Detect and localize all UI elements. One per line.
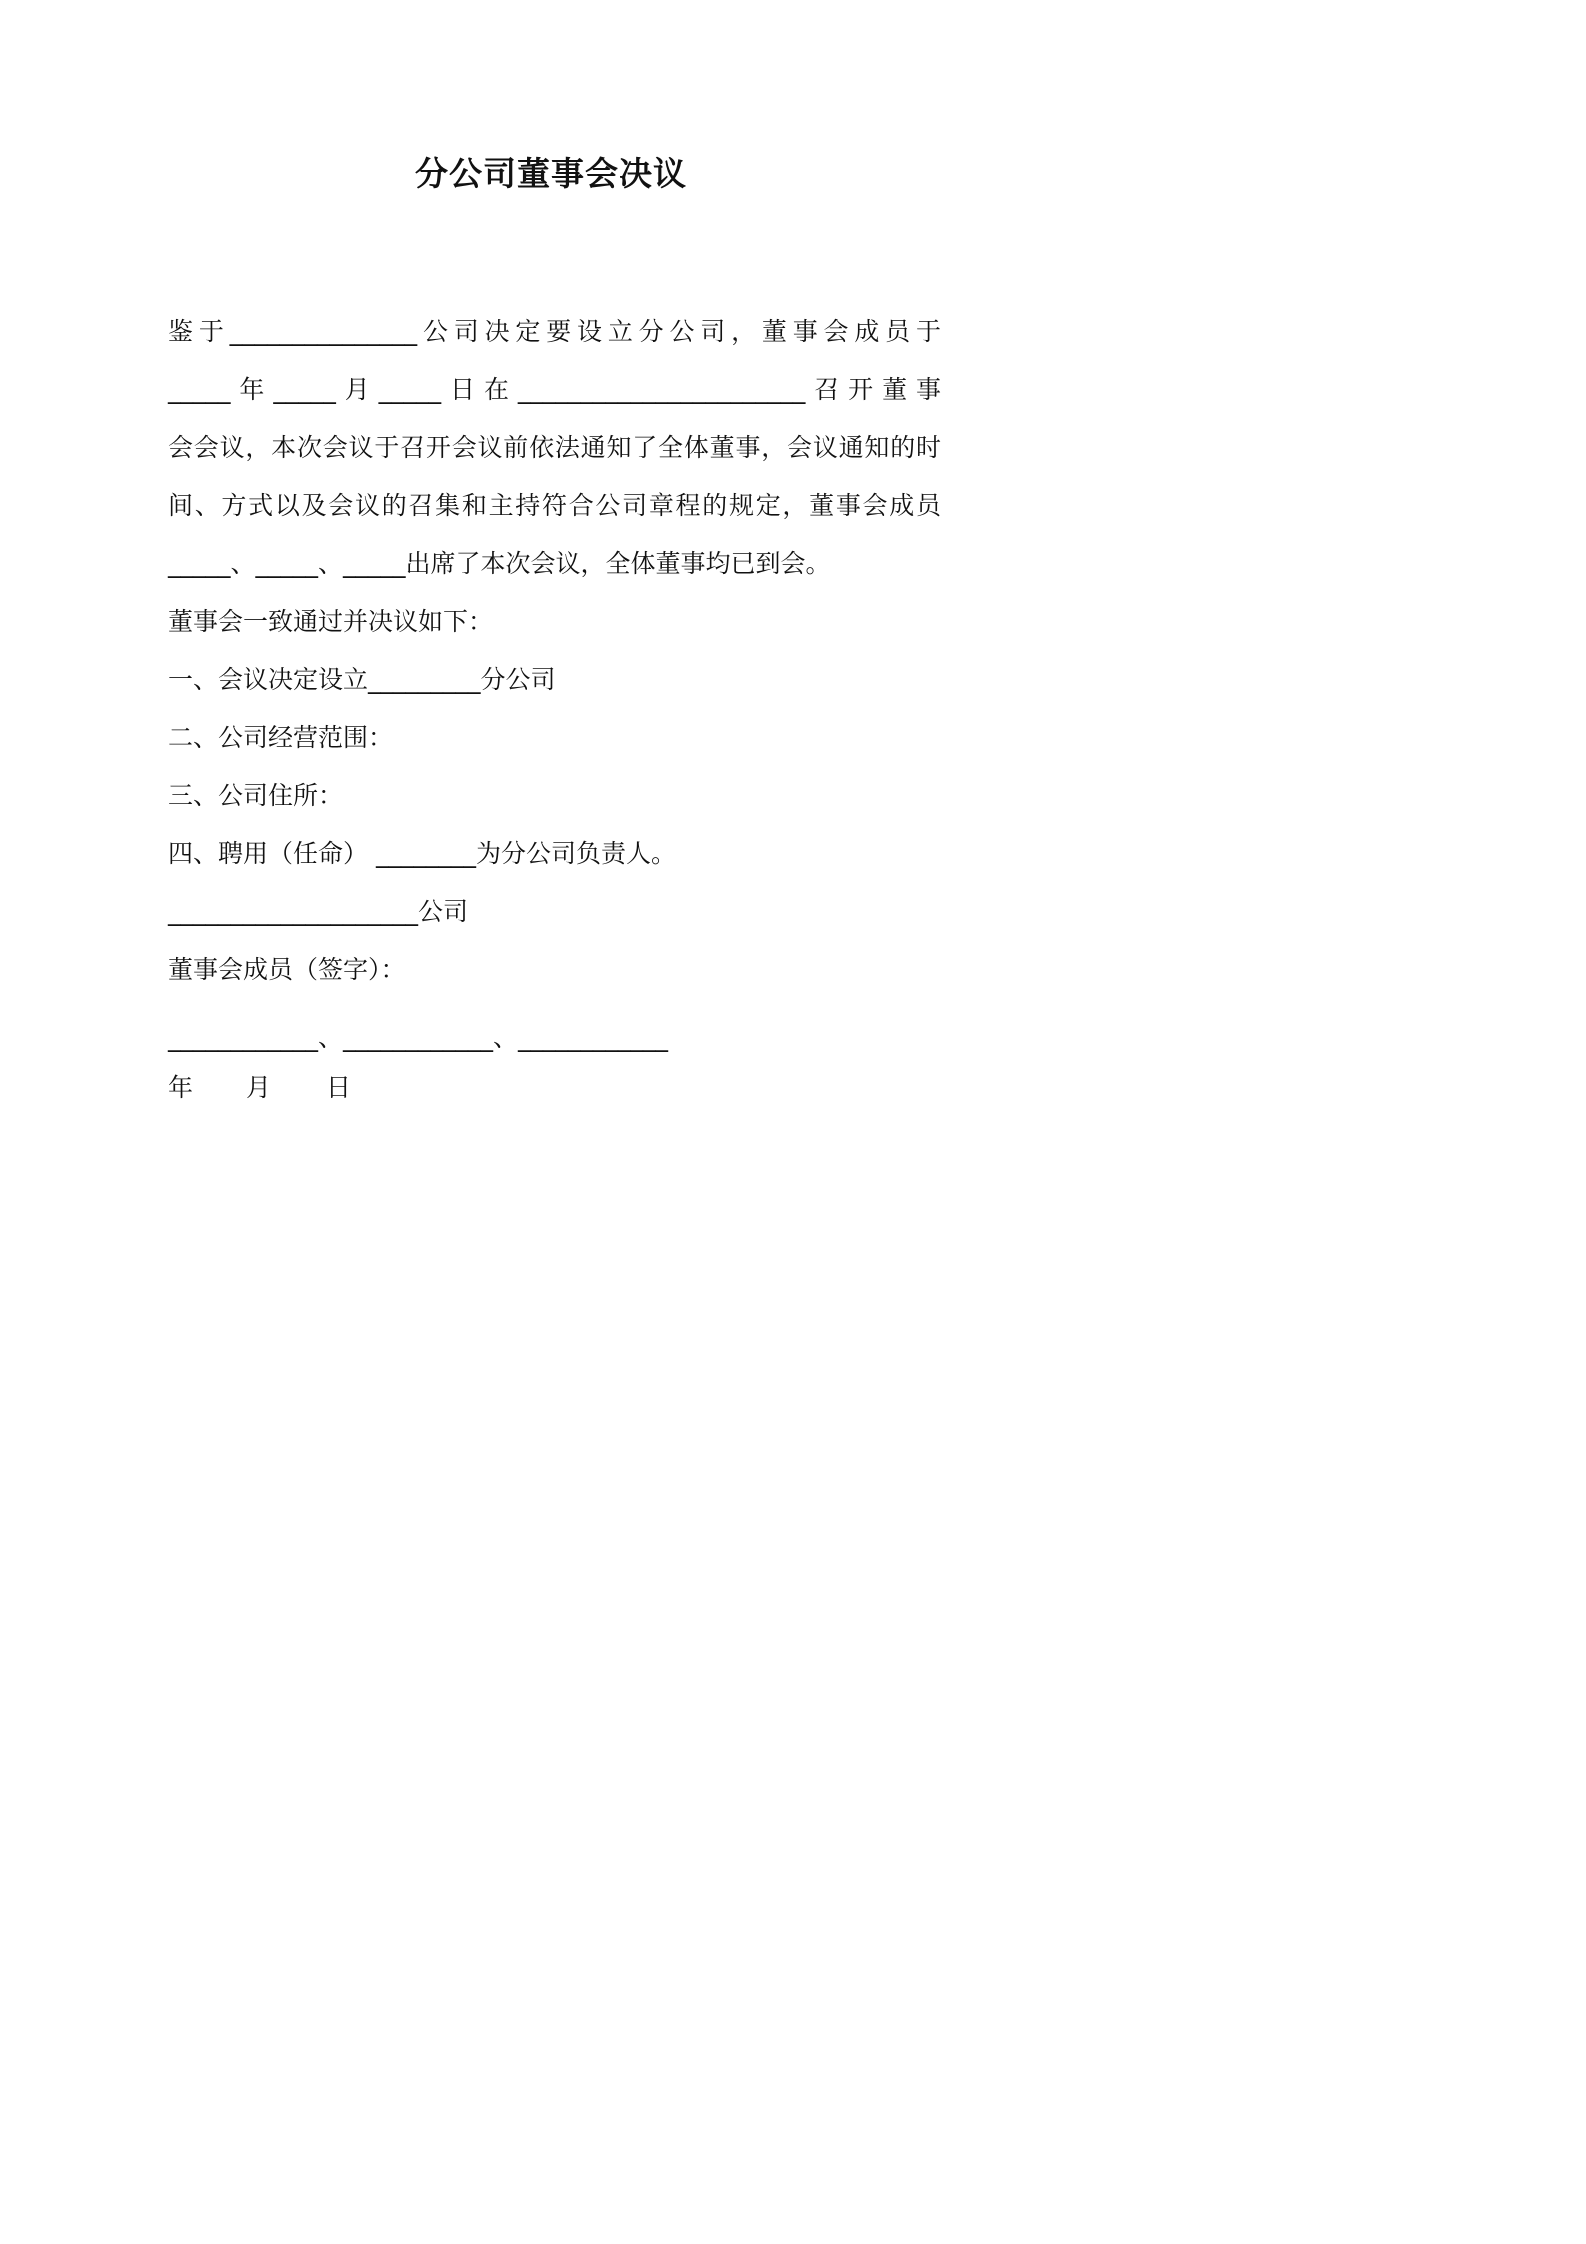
resolution-intro: 董事会一致通过并决议如下： [168,607,494,636]
signature-lines: ____________、____________、____________ [168,1023,669,1052]
paragraph-line-4: 间、方式以及会议的召集和主持符合公司章程的规定，董事会成员 [168,491,941,520]
paragraph-line-2: _____年_____月_____日在_______________________召开董事 [168,375,941,404]
document-page [0,0,1102,1559]
date-month: 月 [246,1073,272,1102]
paragraph-line-5: _____、_____、_____出席了本次会议，全体董事均已到会。 [168,549,831,578]
date-row [168,1070,351,1106]
paragraph-line-3: 会会议，本次会议于召开会议前依法通知了全体董事，会议通知的时 [168,433,941,462]
date-year: 年 [168,1073,194,1102]
company-line: ____________________公司 [168,897,469,926]
resolution-item-3: 三、公司住所： [168,781,344,810]
signature-label: 董事会成员（签字）： [168,955,406,984]
resolution-item-4: 四、聘用（任命） ________为分公司负责人。 [168,839,676,868]
resolution-item-1: 一、会议决定设立_________分公司 [168,665,556,694]
date-day: 日 [326,1073,352,1102]
resolution-item-2: 二、公司经营范围： [168,723,394,752]
paragraph-line-1: 鉴于_______________公司决定要设立分公司，董事会成员于 [168,317,941,346]
document-title: 分公司董事会决议 [415,154,687,193]
